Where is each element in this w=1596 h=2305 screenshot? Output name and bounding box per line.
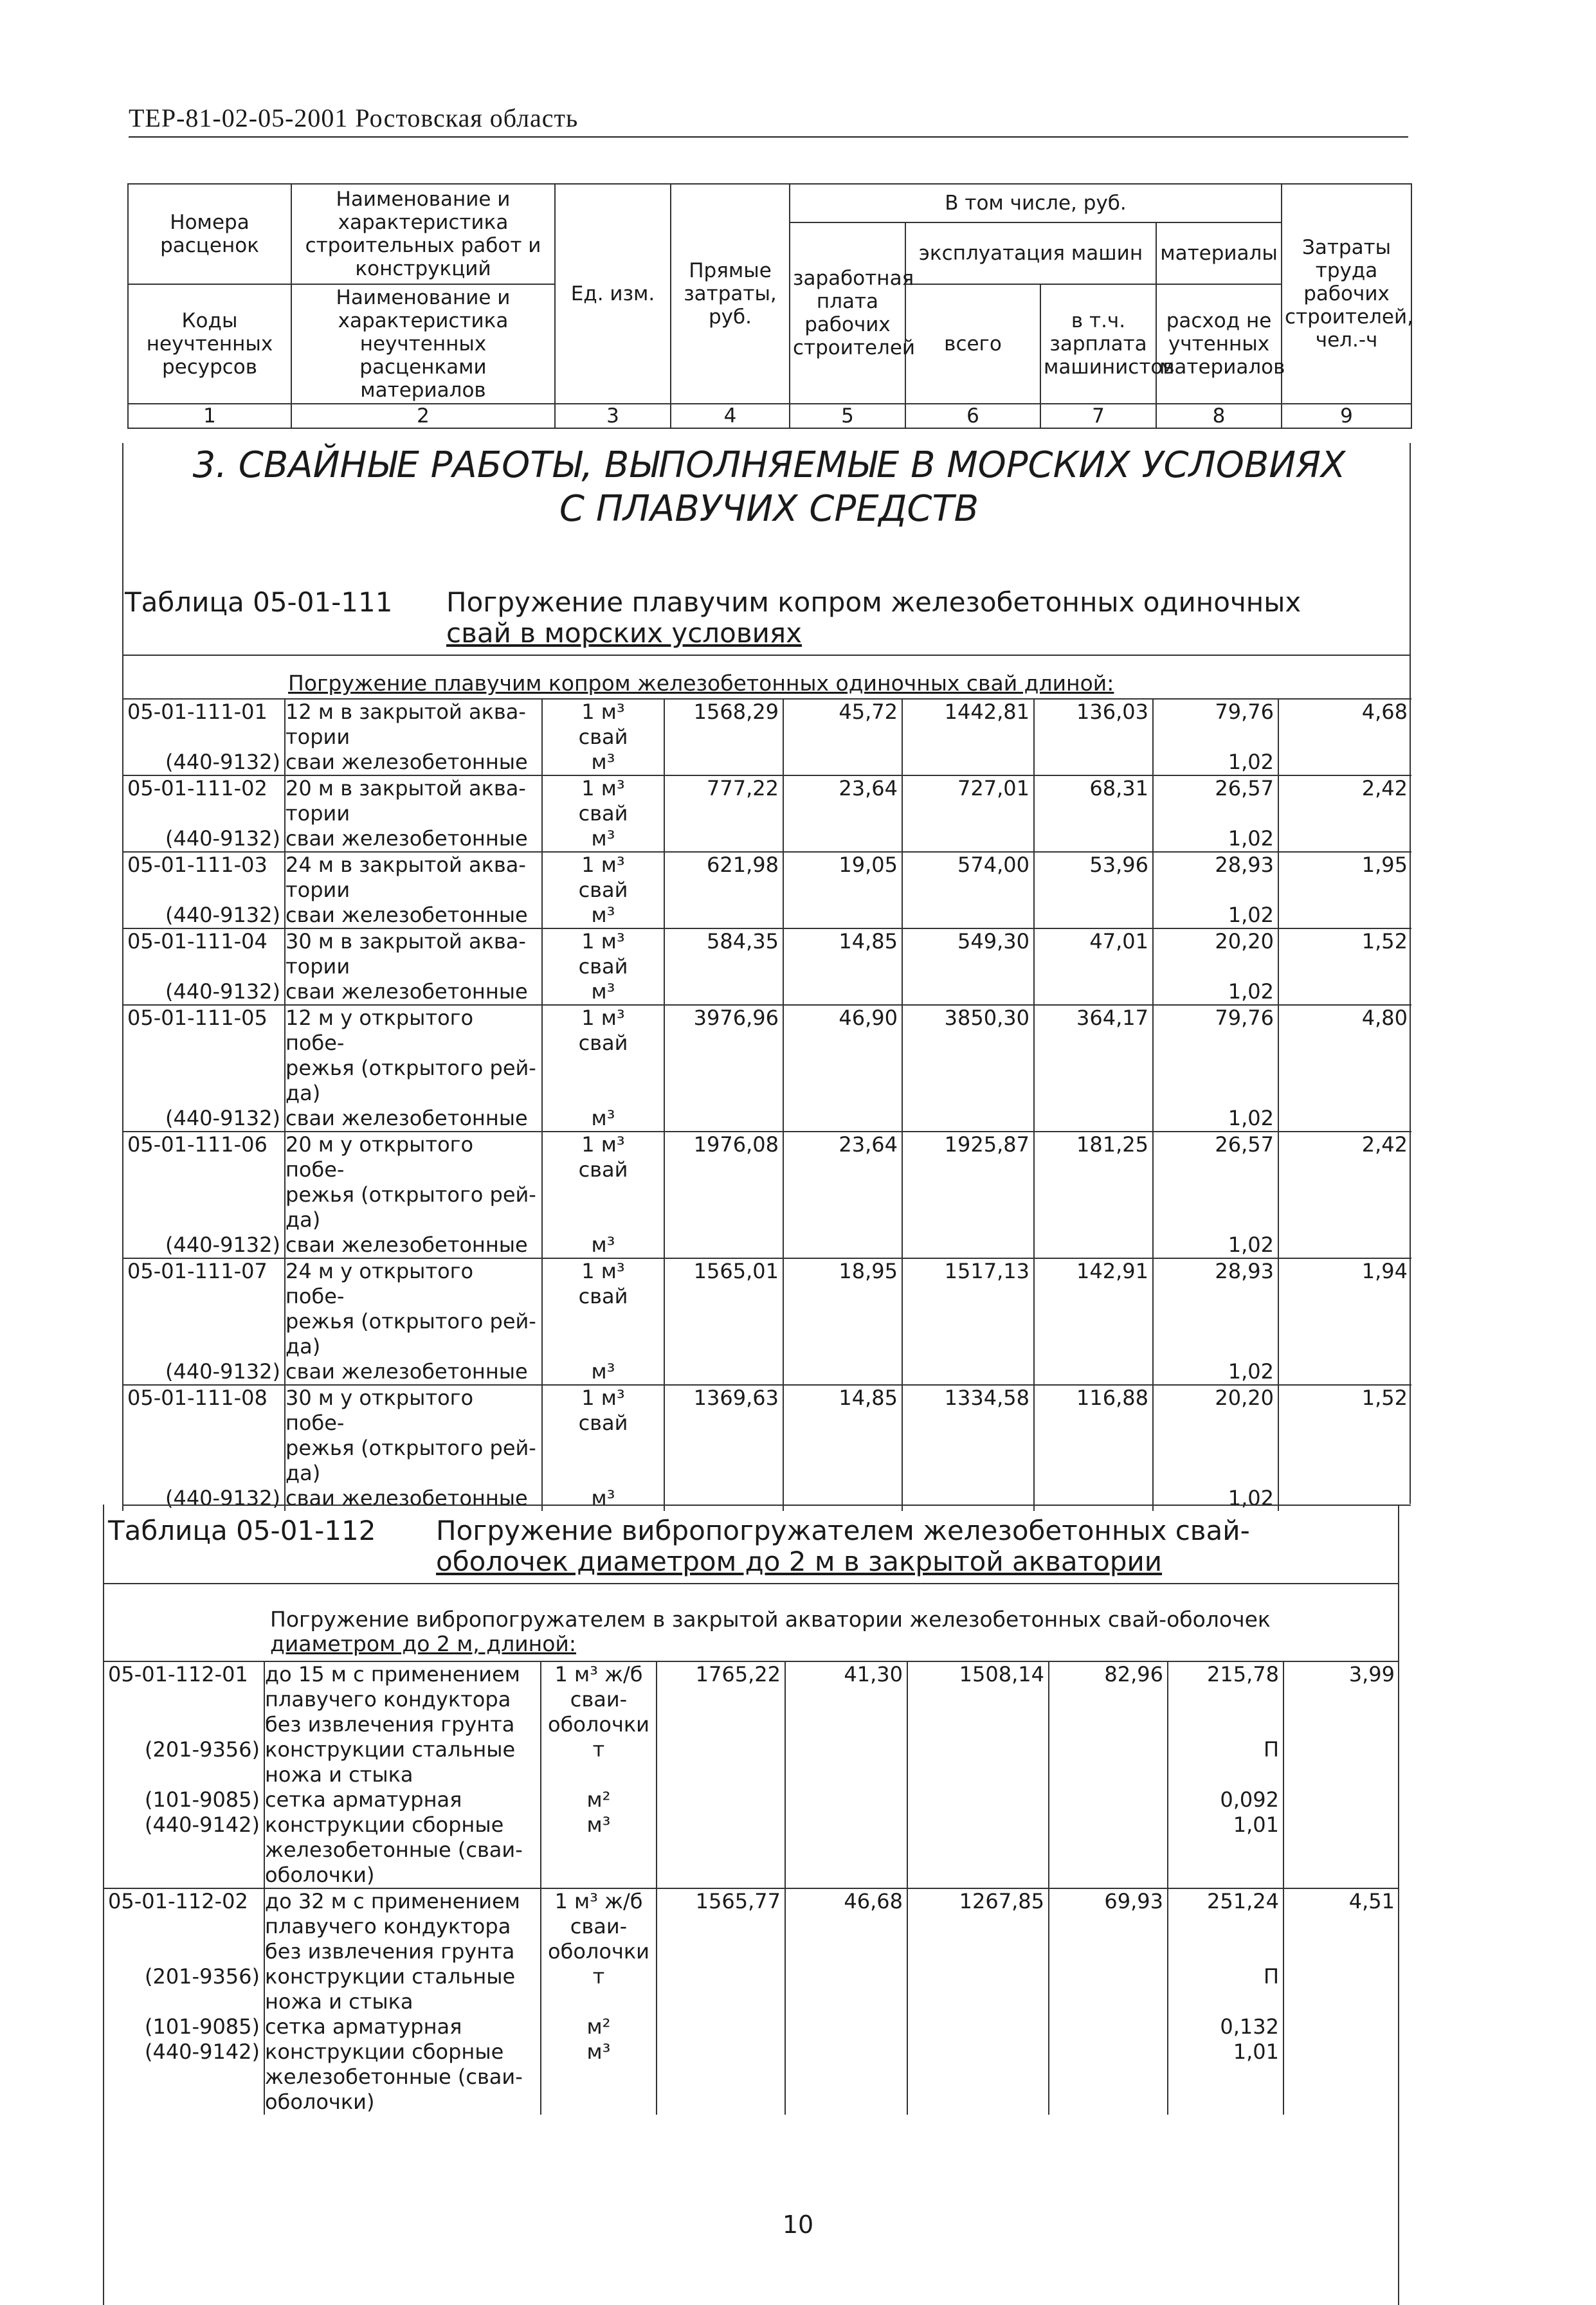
empty: [902, 826, 1034, 852]
empty: [1278, 979, 1411, 1005]
table2-title: [108, 1515, 1250, 1547]
empty: [1034, 903, 1153, 928]
table-row: [123, 1005, 1411, 1106]
resource-row: [123, 903, 1411, 928]
materials: 20,20: [1153, 928, 1278, 979]
machinist-wages: 142,91: [1034, 1258, 1153, 1359]
resource-qty: 1,02: [1153, 979, 1278, 1005]
empty: [1034, 1486, 1153, 1511]
wages: 41,30: [785, 1661, 907, 1737]
resource-unit: м²: [541, 1787, 657, 1812]
table1-group-heading: Погружение плавучим копром железобетонных одиночных свай длиной:: [288, 671, 1114, 696]
direct-costs: 1565,01: [664, 1258, 783, 1359]
resource-name: конструкции сборные железобетонные (сваи- оболочки): [264, 1812, 541, 1888]
empty: [1283, 2014, 1399, 2039]
col-num-8: 8: [1156, 404, 1282, 428]
empty: [1049, 1964, 1168, 2014]
col-num-6: 6: [905, 404, 1040, 428]
resource-qty: 1,02: [1153, 826, 1278, 852]
empty: [657, 2039, 785, 2115]
empty: [657, 1737, 785, 1787]
work-name: 30 м у открытого побе- режья (открытого рей- да): [285, 1385, 542, 1486]
col-5: заработная плата рабочих строителей: [790, 222, 905, 404]
machine-costs: 727,01: [902, 775, 1034, 826]
col-incl: В том числе, руб.: [790, 184, 1282, 222]
empty: [664, 979, 783, 1005]
rate-code: 05-01-111-08: [123, 1385, 285, 1486]
labor: 4,68: [1278, 699, 1411, 750]
empty: [783, 826, 902, 852]
empty: [1049, 1787, 1168, 1812]
rate-code: 05-01-111-02: [123, 775, 285, 826]
unit: 1 м³ свай: [542, 1132, 664, 1233]
materials: 251,24: [1168, 1888, 1283, 1964]
materials: 79,76: [1153, 1005, 1278, 1106]
empty: [902, 979, 1034, 1005]
resource-row: [104, 1812, 1399, 1888]
resource-name: сетка арматурная: [264, 1787, 541, 1812]
empty: [785, 1812, 907, 1888]
empty: [783, 979, 902, 1005]
labor: 1,52: [1278, 1385, 1411, 1486]
resource-code: (101-9085): [104, 1787, 264, 1812]
resource-code: (440-9132): [123, 903, 285, 928]
resource-qty: 1,02: [1153, 750, 1278, 775]
table2-title-rule: [103, 1583, 1398, 1584]
col-machines: эксплуатация машин: [905, 222, 1156, 284]
table2-title-line2: оболочек диаметром до 2 м в закрытой акватории: [436, 1546, 1163, 1577]
labor: 4,80: [1278, 1005, 1411, 1106]
resource-code: (440-9142): [104, 1812, 264, 1888]
resource-row: [104, 1787, 1399, 1812]
materials: 79,76: [1153, 699, 1278, 750]
resource-unit: м³: [542, 1233, 664, 1258]
col-num-3: 3: [555, 404, 671, 428]
work-name: 20 м в закрытой аква- тории: [285, 775, 542, 826]
resource-name: сваи железобетонные: [285, 979, 542, 1005]
work-name: 12 м у открытого побе- режья (открытого рей- да): [285, 1005, 542, 1106]
machinist-wages: 69,93: [1049, 1888, 1168, 1964]
unit: 1 м³ ж/б сваи- оболочки: [541, 1661, 657, 1737]
empty: [1278, 1233, 1411, 1258]
table1: [122, 698, 1411, 1511]
resource-unit: т: [541, 1964, 657, 2014]
resource-name: конструкции стальные ножа и стыка: [264, 1737, 541, 1787]
work-name: до 32 м с применением плавучего кондуктора без извлечения грунта: [264, 1888, 541, 1964]
empty: [1034, 826, 1153, 852]
machinist-wages: 136,03: [1034, 699, 1153, 750]
table-row: [123, 1258, 1411, 1359]
empty: [1278, 1106, 1411, 1132]
table2-label: Таблица 05-01-112: [108, 1515, 376, 1546]
empty: [783, 1106, 902, 1132]
labor: 3,99: [1283, 1661, 1399, 1737]
resource-unit: м³: [542, 979, 664, 1005]
labor: 2,42: [1278, 1132, 1411, 1233]
resource-name: сваи железобетонные: [285, 1233, 542, 1258]
col-num-4: 4: [671, 404, 790, 428]
empty: [1278, 826, 1411, 852]
col-2-top: Наименование и характеристика строительных работ и конструкций: [291, 184, 555, 284]
machine-costs: 3850,30: [902, 1005, 1034, 1106]
empty: [664, 1233, 783, 1258]
empty: [664, 1486, 783, 1511]
direct-costs: 1976,08: [664, 1132, 783, 1233]
resource-qty: 0,132: [1168, 2014, 1283, 2039]
wages: 23,64: [783, 775, 902, 826]
empty: [1034, 979, 1153, 1005]
machinist-wages: 364,17: [1034, 1005, 1153, 1106]
resource-code: (440-9132): [123, 750, 285, 775]
labor: 2,42: [1278, 775, 1411, 826]
rate-code: 05-01-111-07: [123, 1258, 285, 1359]
empty: [783, 750, 902, 775]
resource-unit: м³: [541, 2039, 657, 2115]
col-num-2: 2: [291, 404, 555, 428]
unit: 1 м³ свай: [542, 852, 664, 903]
col-8-bottom: расход не учтенных материалов: [1156, 284, 1282, 404]
col-7: в т.ч. зарплата машинистов: [1040, 284, 1156, 404]
rate-code: 05-01-111-03: [123, 852, 285, 903]
table-row: [104, 1888, 1399, 1964]
resource-unit: м²: [541, 2014, 657, 2039]
resource-name: сетка арматурная: [264, 2014, 541, 2039]
labor: 4,51: [1283, 1888, 1399, 1964]
empty: [902, 903, 1034, 928]
direct-costs: 584,35: [664, 928, 783, 979]
empty: [664, 1106, 783, 1132]
wages: 14,85: [783, 928, 902, 979]
resource-unit: м³: [542, 826, 664, 852]
empty: [1283, 1964, 1399, 2014]
empty: [785, 2014, 907, 2039]
work-name: до 15 м с применением плавучего кондуктора без извлечения грунта: [264, 1661, 541, 1737]
direct-costs: 777,22: [664, 775, 783, 826]
empty: [1283, 1812, 1399, 1888]
materials: 26,57: [1153, 775, 1278, 826]
work-name: 12 м в закрытой аква- тории: [285, 699, 542, 750]
machine-costs: 549,30: [902, 928, 1034, 979]
direct-costs: 621,98: [664, 852, 783, 903]
resource-name: сваи железобетонные: [285, 750, 542, 775]
empty: [902, 1233, 1034, 1258]
table1-title: [125, 586, 1301, 619]
materials: 28,93: [1153, 852, 1278, 903]
empty: [1283, 2039, 1399, 2115]
resource-unit: м³: [542, 1486, 664, 1511]
col-num-9: 9: [1282, 404, 1411, 428]
resource-qty: 1,02: [1153, 1486, 1278, 1511]
empty: [907, 2039, 1049, 2115]
resource-name: сваи железобетонные: [285, 1106, 542, 1132]
resource-qty: 0,092: [1168, 1787, 1283, 1812]
machinist-wages: 47,01: [1034, 928, 1153, 979]
machinist-wages: 116,88: [1034, 1385, 1153, 1486]
direct-costs: 3976,96: [664, 1005, 783, 1106]
col-3: Ед. изм.: [555, 184, 671, 404]
empty: [783, 1233, 902, 1258]
resource-row: [104, 1737, 1399, 1787]
resource-name: конструкции сборные железобетонные (сваи- оболочки): [264, 2039, 541, 2115]
col-1-bottom: Коды неучтенных ресурсов: [128, 284, 291, 404]
empty: [1278, 903, 1411, 928]
resource-code: (440-9132): [123, 1233, 285, 1258]
resource-row: [123, 1359, 1411, 1385]
empty: [907, 1737, 1049, 1787]
materials: 26,57: [1153, 1132, 1278, 1233]
direct-costs: 1765,22: [657, 1661, 785, 1737]
empty: [907, 1964, 1049, 2014]
unit: 1 м³ свай: [542, 928, 664, 979]
machine-costs: 1334,58: [902, 1385, 1034, 1486]
page-number: 10: [782, 2210, 814, 2239]
table-row: [123, 699, 1411, 750]
resource-code: (440-9132): [123, 979, 285, 1005]
section-title: 3. СВАЙНЫЕ РАБОТЫ, ВЫПОЛНЯЕМЫЕ В МОРСКИХ УСЛОВИЯХ С ПЛАВУЧИХ СРЕДСТВ: [192, 444, 1346, 530]
resource-qty: 1,02: [1153, 903, 1278, 928]
resource-qty: 1,02: [1153, 1233, 1278, 1258]
empty: [1049, 1737, 1168, 1787]
col-num-5: 5: [790, 404, 905, 428]
empty: [657, 1964, 785, 2014]
header-rule: [129, 136, 1408, 138]
machinist-wages: 181,25: [1034, 1132, 1153, 1233]
machinist-wages: 53,96: [1034, 852, 1153, 903]
wages: 14,85: [783, 1385, 902, 1486]
work-name: 20 м у открытого побе- режья (открытого рей- да): [285, 1132, 542, 1233]
machinist-wages: 68,31: [1034, 775, 1153, 826]
empty: [1034, 1233, 1153, 1258]
unit: 1 м³ свай: [542, 1385, 664, 1486]
empty: [902, 1106, 1034, 1132]
wages: 45,72: [783, 699, 902, 750]
resource-code: (440-9132): [123, 1486, 285, 1511]
empty: [783, 1359, 902, 1385]
empty: [1283, 1787, 1399, 1812]
empty: [907, 2014, 1049, 2039]
resource-row: [123, 826, 1411, 852]
resource-name: сваи железобетонные: [285, 1486, 542, 1511]
table1-title-line1: Погружение плавучим копром железобетонных одиночных: [446, 586, 1301, 618]
col-9: Затраты труда рабочих строителей, чел.-ч: [1282, 184, 1411, 404]
wages: 23,64: [783, 1132, 902, 1233]
empty: [1034, 1359, 1153, 1385]
resource-qty: П: [1168, 1737, 1283, 1787]
empty: [1049, 1812, 1168, 1888]
empty: [783, 1486, 902, 1511]
resource-code: (101-9085): [104, 2014, 264, 2039]
empty: [902, 1359, 1034, 1385]
machine-costs: 1925,87: [902, 1132, 1034, 1233]
resource-unit: м³: [542, 1359, 664, 1385]
resource-row: [123, 1233, 1411, 1258]
empty: [1034, 1106, 1153, 1132]
rate-code: 05-01-112-01: [104, 1661, 264, 1737]
resource-code: (440-9132): [123, 1106, 285, 1132]
work-name: 24 м у открытого побе- режья (открытого рей- да): [285, 1258, 542, 1359]
page-header: ТЕР-81-02-05-2001 Ростовская область: [129, 104, 579, 132]
work-name: 30 м в закрытой аква- тории: [285, 928, 542, 979]
resource-unit: м³: [542, 1106, 664, 1132]
empty: [664, 750, 783, 775]
empty: [657, 1812, 785, 1888]
resource-unit: т: [541, 1737, 657, 1787]
resource-code: (440-9132): [123, 1359, 285, 1385]
labor: 1,94: [1278, 1258, 1411, 1359]
materials: 20,20: [1153, 1385, 1278, 1486]
col-4: Прямые затраты, руб.: [671, 184, 790, 404]
empty: [664, 1359, 783, 1385]
direct-costs: 1565,77: [657, 1888, 785, 1964]
resource-name: сваи железобетонные: [285, 903, 542, 928]
machine-costs: 1442,81: [902, 699, 1034, 750]
empty: [1278, 750, 1411, 775]
table-row: [123, 928, 1411, 979]
table-row: [123, 1385, 1411, 1486]
empty: [907, 1787, 1049, 1812]
column-header-table: [127, 183, 1412, 429]
machine-costs: 1508,14: [907, 1661, 1049, 1737]
table2-title-line1: Погружение вибропогружателем железобетонных свай-: [436, 1515, 1250, 1546]
resource-row: [104, 2014, 1399, 2039]
rate-code: 05-01-111-05: [123, 1005, 285, 1106]
col-8-top: материалы: [1156, 222, 1282, 284]
empty: [664, 903, 783, 928]
resource-name: конструкции стальные ножа и стыка: [264, 1964, 541, 2014]
resource-row: [123, 750, 1411, 775]
unit: 1 м³ свай: [542, 775, 664, 826]
resource-row: [123, 1486, 1411, 1511]
materials: 28,93: [1153, 1258, 1278, 1359]
col-num-1: 1: [128, 404, 291, 428]
resource-row: [123, 979, 1411, 1005]
empty: [1049, 2014, 1168, 2039]
machine-costs: 1267,85: [907, 1888, 1049, 1964]
materials: 215,78: [1168, 1661, 1283, 1737]
resource-qty: 1,02: [1153, 1359, 1278, 1385]
col-1-top: Номера расценок: [128, 184, 291, 284]
table2-group-heading: Погружение вибропогружателем в закрытой акватории железобетонных свай-оболочек диаметром до 2 м, длиной:: [270, 1607, 1271, 1656]
resource-qty: 1,01: [1168, 2039, 1283, 2115]
resource-code: (201-9356): [104, 1737, 264, 1787]
resource-row: [104, 2039, 1399, 2115]
machine-costs: 1517,13: [902, 1258, 1034, 1359]
work-name: 24 м в закрытой аква- тории: [285, 852, 542, 903]
empty: [902, 1486, 1034, 1511]
resource-qty: 1,02: [1153, 1106, 1278, 1132]
empty: [657, 1787, 785, 1812]
labor: 1,52: [1278, 928, 1411, 979]
frame-left: [122, 443, 123, 699]
col-num-7: 7: [1040, 404, 1156, 428]
resource-row: [123, 1106, 1411, 1132]
table1-title-line2: свай в морских условиях: [446, 617, 802, 649]
wages: 18,95: [783, 1258, 902, 1359]
resource-name: сваи железобетонные: [285, 1359, 542, 1385]
table-row: [104, 1661, 1399, 1737]
labor: 1,95: [1278, 852, 1411, 903]
empty: [785, 1964, 907, 2014]
empty: [664, 826, 783, 852]
table1-title-rule: [122, 655, 1411, 656]
col-6: всего: [905, 284, 1040, 404]
direct-costs: 1369,63: [664, 1385, 783, 1486]
resource-qty: 1,01: [1168, 1812, 1283, 1888]
table-row: [123, 1132, 1411, 1233]
table1-bottom-rule: [122, 1505, 1411, 1506]
table1-label: Таблица 05-01-111: [125, 586, 393, 618]
empty: [785, 1787, 907, 1812]
unit: 1 м³ свай: [542, 699, 664, 750]
resource-name: сваи железобетонные: [285, 826, 542, 852]
empty: [907, 1812, 1049, 1888]
machinist-wages: 82,96: [1049, 1661, 1168, 1737]
resource-code: (440-9132): [123, 826, 285, 852]
empty: [1278, 1359, 1411, 1385]
machine-costs: 574,00: [902, 852, 1034, 903]
wages: 46,90: [783, 1005, 902, 1106]
unit: 1 м³ свай: [542, 1005, 664, 1106]
table-row: [123, 852, 1411, 903]
empty: [1034, 750, 1153, 775]
empty: [1278, 1486, 1411, 1511]
empty: [1283, 1737, 1399, 1787]
empty: [783, 903, 902, 928]
wages: 19,05: [783, 852, 902, 903]
resource-unit: м³: [541, 1812, 657, 1888]
wages: 46,68: [785, 1888, 907, 1964]
resource-row: [104, 1964, 1399, 2014]
empty: [657, 2014, 785, 2039]
rate-code: 05-01-111-06: [123, 1132, 285, 1233]
empty: [785, 2039, 907, 2115]
resource-unit: м³: [542, 903, 664, 928]
table2: [103, 1661, 1399, 2115]
rate-code: 05-01-111-01: [123, 699, 285, 750]
empty: [902, 750, 1034, 775]
resource-unit: м³: [542, 750, 664, 775]
col-2-bottom: Наименование и характеристика неучтенных расценками материалов: [291, 284, 555, 404]
resource-code: (201-9356): [104, 1964, 264, 2014]
empty: [1049, 2039, 1168, 2115]
unit: 1 м³ ж/б сваи- оболочки: [541, 1888, 657, 1964]
rate-code: 05-01-111-04: [123, 928, 285, 979]
empty: [785, 1737, 907, 1787]
direct-costs: 1568,29: [664, 699, 783, 750]
resource-qty: П: [1168, 1964, 1283, 2014]
rate-code: 05-01-112-02: [104, 1888, 264, 1964]
unit: 1 м³ свай: [542, 1258, 664, 1359]
resource-code: (440-9142): [104, 2039, 264, 2115]
table-row: [123, 775, 1411, 826]
